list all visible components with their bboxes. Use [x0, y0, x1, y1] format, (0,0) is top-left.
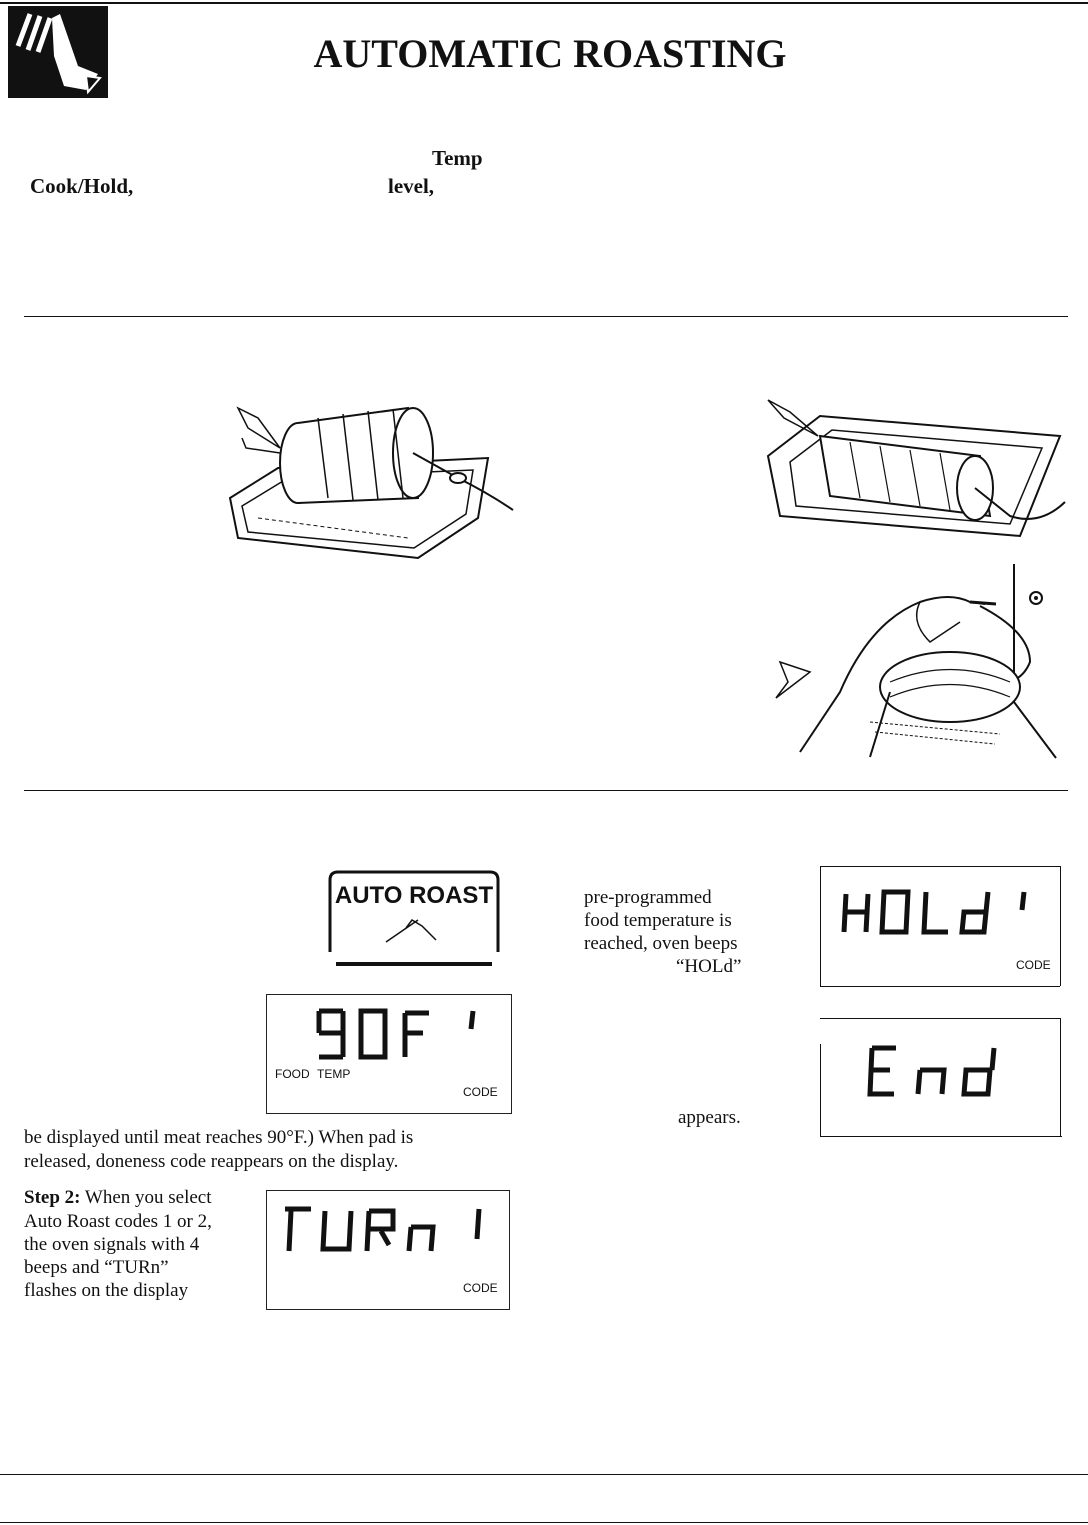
roast-in-pan-illustration [760, 396, 1070, 546]
step2-text-line4: beeps and “TURn” [24, 1257, 169, 1278]
top-rule [0, 2, 1088, 4]
step2-text-line1: When you select [84, 1187, 212, 1208]
step2-text-line5: flashes on the display [24, 1280, 189, 1301]
hold-text-line1: pre-programmed [584, 887, 712, 908]
turn-display-code-label: CODE [463, 1281, 498, 1295]
hand-pointer-logo-icon [8, 6, 108, 98]
step1-text-line1: be displayed until meat reaches 90°F.) When pad is [24, 1127, 414, 1148]
bottom-rule-2 [0, 1522, 1088, 1523]
section-divider-2 [24, 790, 1068, 791]
auto-roast-pad-label: AUTO ROAST [334, 882, 494, 909]
hold-text-line2: food temperature is [584, 910, 732, 931]
intro-word-cookhold: Cook/Hold, [30, 174, 134, 198]
hold-display [820, 866, 1062, 988]
seven-segment-readout-hold1 [840, 886, 1040, 938]
hold-text-line4: “HOLd” [676, 956, 742, 977]
display-label-temp: TEMP [317, 1067, 351, 1081]
auto-roast-pad[interactable] [326, 870, 502, 966]
seven-segment-readout-90f1 [313, 1007, 503, 1065]
end-display [820, 1018, 1064, 1138]
step2-text-line2: Auto Roast codes 1 or 2, [24, 1211, 212, 1232]
hold-text-line3: reached, oven beeps [584, 933, 738, 954]
display-label-code: CODE [463, 1085, 498, 1099]
step1-text-line2: released, doneness code reappears on the display. [24, 1151, 399, 1172]
plug-probe-illustration [770, 562, 1070, 762]
food-temp-display [266, 994, 512, 1114]
intro-word-temp: Temp [432, 146, 483, 170]
roast-on-pan-illustration [218, 398, 518, 568]
seven-segment-readout-end [864, 1044, 1024, 1100]
page-title: AUTOMATIC ROASTING [313, 31, 787, 76]
step2-paragraph [24, 1186, 264, 1209]
section-divider-1 [24, 316, 1068, 317]
step2-label: Step 2: [24, 1187, 81, 1208]
step2-text-line3: the oven signals with 4 [24, 1234, 200, 1255]
hold-display-code-label: CODE [1016, 958, 1051, 972]
display-label-food: FOOD [275, 1067, 310, 1081]
seven-segment-readout-turn1 [281, 1205, 491, 1257]
turn-display [266, 1190, 510, 1310]
bottom-rule-1 [0, 1474, 1088, 1475]
intro-word-level: level, [388, 174, 435, 198]
end-text-line1: appears. [678, 1107, 741, 1128]
